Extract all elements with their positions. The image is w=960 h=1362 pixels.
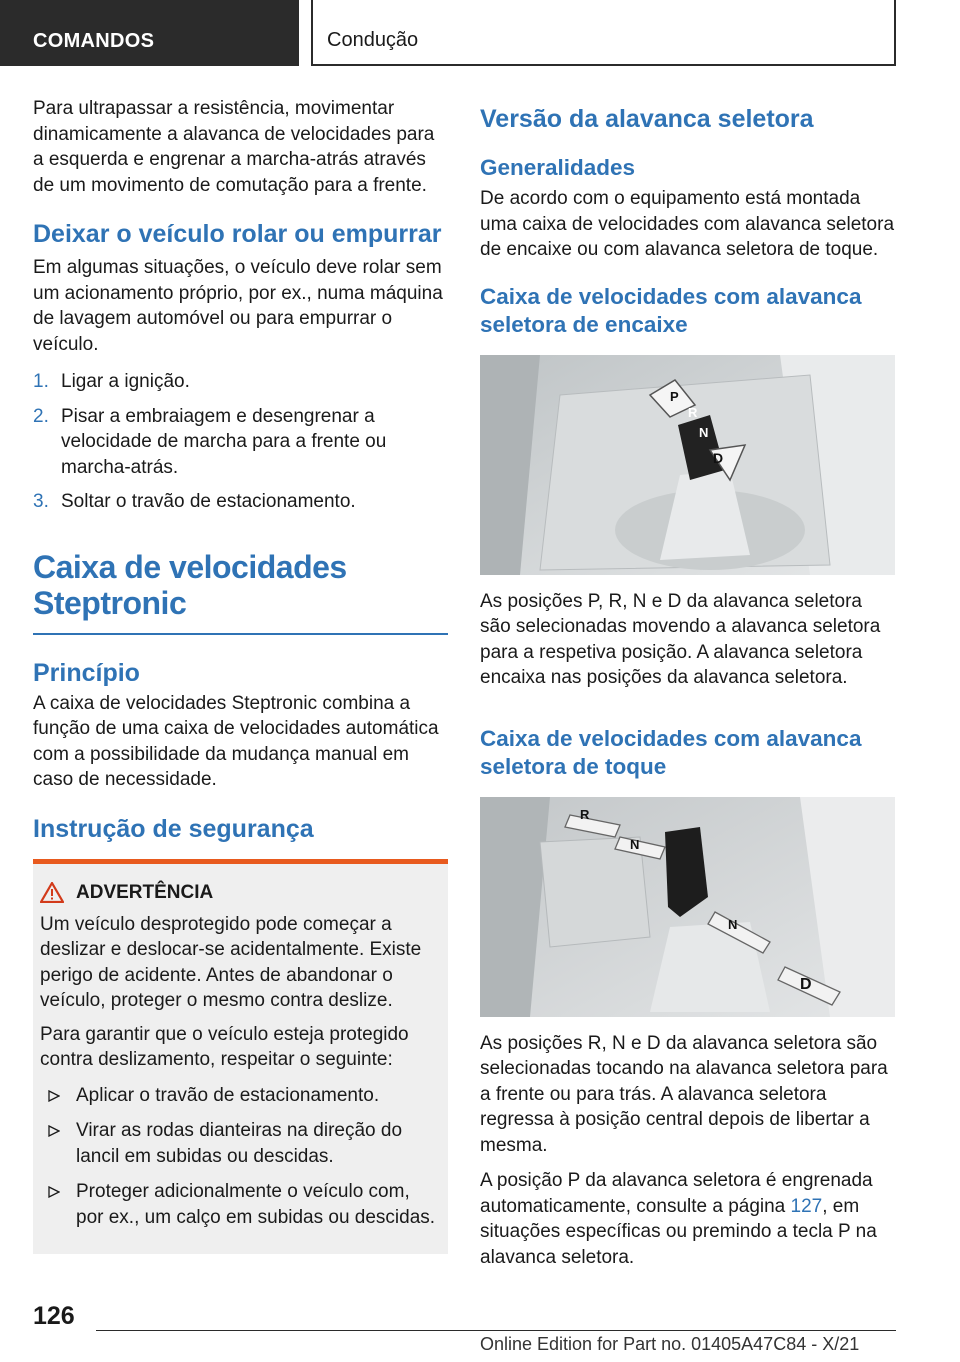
gear-lever-touch-illustration <box>480 797 895 1017</box>
right-column <box>480 96 895 1270</box>
heading-encaixe: Caixa de velocidades com alavanca seletora de encaixe <box>480 283 862 337</box>
list-item <box>33 404 448 481</box>
heading-principio: Princípio <box>33 658 140 687</box>
warning-list <box>40 1083 440 1231</box>
heading-toque: Caixa de velocidades com alavanca seletora de toque <box>480 725 862 779</box>
step-text: Pisar a embraiagem e desengrenar a velocidade de marcha para a frente ou marcha-atrás. <box>61 405 387 478</box>
triangle-bullet-icon <box>48 1186 60 1198</box>
paragraph-encaixe: As posições P, R, N e D da alavanca seletora são selecionadas movendo a alavanca seletora para a respetiva posição. A alavanca seletora encaixa nas posições da alavanca seletora. <box>480 590 881 688</box>
heading-seguranca: Instrução de segurança <box>33 814 314 843</box>
list-item <box>40 1083 440 1109</box>
warning-triangle-icon <box>40 882 64 903</box>
paragraph-rolar: Em algumas situações, o veículo deve rolar sem um acionamento próprio, por ex., numa máquina de lavagem automóvel ou para empurrar o veículo. <box>33 257 443 355</box>
section-label: COMANDOS <box>0 0 299 66</box>
fig2-label-d: D <box>800 975 812 993</box>
step-number: 1. <box>33 371 49 392</box>
footer-edition: Online Edition for Part no. 01405A47C84 - X/21 <box>480 1334 860 1354</box>
fig2-label-n-top: N <box>630 836 640 852</box>
fig1-label-n: N <box>699 424 709 440</box>
list-item-text: Proteger adicionalmente o veículo com, por ex., um calço em subidas ou descidas. <box>76 1181 436 1228</box>
warning-paragraph: Para garantir que o veículo esteja protegido contra deslizamento, respeitar o seguinte: <box>40 1023 409 1070</box>
text-span: , em situações específicas ou premindo a tecla P na alavanca seletora. <box>480 1195 877 1268</box>
warning-title <box>40 882 440 904</box>
list-item <box>33 369 448 395</box>
heading-generalidades: Generalidades <box>480 155 636 180</box>
page-number: 126 <box>33 1302 75 1330</box>
warning-box <box>33 859 448 1255</box>
intro-paragraph: Para ultrapassar a resistência, movimentar dinamicamente a alavanca de velocidades para a esquerda e engrenar a marcha-atrás através de um movimento de comutação para a frente. <box>33 98 435 196</box>
list-item-text: Virar as rodas dianteiras na direção do lancil em subidas ou descidas. <box>76 1120 403 1167</box>
chapter-label: Condução <box>311 0 896 66</box>
step-text: Ligar a ignição. <box>61 371 190 392</box>
gear-lever-detent-illustration <box>480 355 895 575</box>
page-header <box>0 0 960 66</box>
figure-selector-lever-touch <box>480 797 895 1017</box>
text-span: A posição P da alavanca seletora é engrenada automaticamente, consulte a página <box>480 1170 873 1217</box>
heading-caixa-steptronic: Caixa de velocidades Steptronic <box>33 548 347 621</box>
fig1-label-p: P <box>670 388 679 404</box>
paragraph-principio: A caixa de velocidades Steptronic combina a função de uma caixa de velocidades automática com a possibilidade da mudança manual em caso de necessidade. <box>33 692 439 790</box>
paragraph-toque: As posições R, N e D da alavanca seletora são selecionadas tocando na alavanca seletora para a frente ou para trás. A alavanca seletora regressa à posição central depois de libertar a mesma. <box>480 1032 888 1156</box>
triangle-bullet-icon <box>48 1125 60 1137</box>
step-number: 3. <box>33 491 49 512</box>
page-link[interactable]: 127 <box>790 1195 823 1217</box>
left-column <box>33 96 448 1254</box>
paragraph-generalidades: De acordo com o equipamento está montada uma caixa de velocidades com alavanca seletora de encaixe ou com alavanca seletora de toque. <box>480 188 895 260</box>
list-item <box>33 489 448 515</box>
fig1-label-r: R <box>688 404 698 420</box>
fig2-label-n-bottom: N <box>728 916 738 932</box>
paragraph-toque-p <box>480 1168 895 1270</box>
step-number: 2. <box>33 405 49 427</box>
warning-paragraph: Um veículo desprotegido pode começar a deslizar e deslocar-se acidentalmente. Existe perigo de acidente. Antes de abandonar o veículo, proteger o mesmo contra deslize. <box>40 913 422 1011</box>
list-item <box>40 1118 440 1169</box>
heading-rule <box>33 633 448 635</box>
step-text: Soltar o travão de estacionamento. <box>61 491 356 512</box>
steps-list <box>33 369 448 515</box>
triangle-bullet-icon <box>48 1090 60 1102</box>
list-item <box>40 1179 440 1230</box>
fig2-label-r: R <box>580 806 590 822</box>
heading-versao: Versão da alavanca seletora <box>480 105 814 133</box>
list-item-text: Aplicar o travão de estacionamento. <box>76 1084 380 1106</box>
figure-selector-lever-detent <box>480 355 895 575</box>
heading-rolar: Deixar o veículo rolar ou empurrar <box>33 220 442 248</box>
warning-label: ADVERTÊNCIA <box>76 881 214 903</box>
footer-divider <box>96 1330 896 1331</box>
fig1-label-d: D <box>713 449 724 466</box>
